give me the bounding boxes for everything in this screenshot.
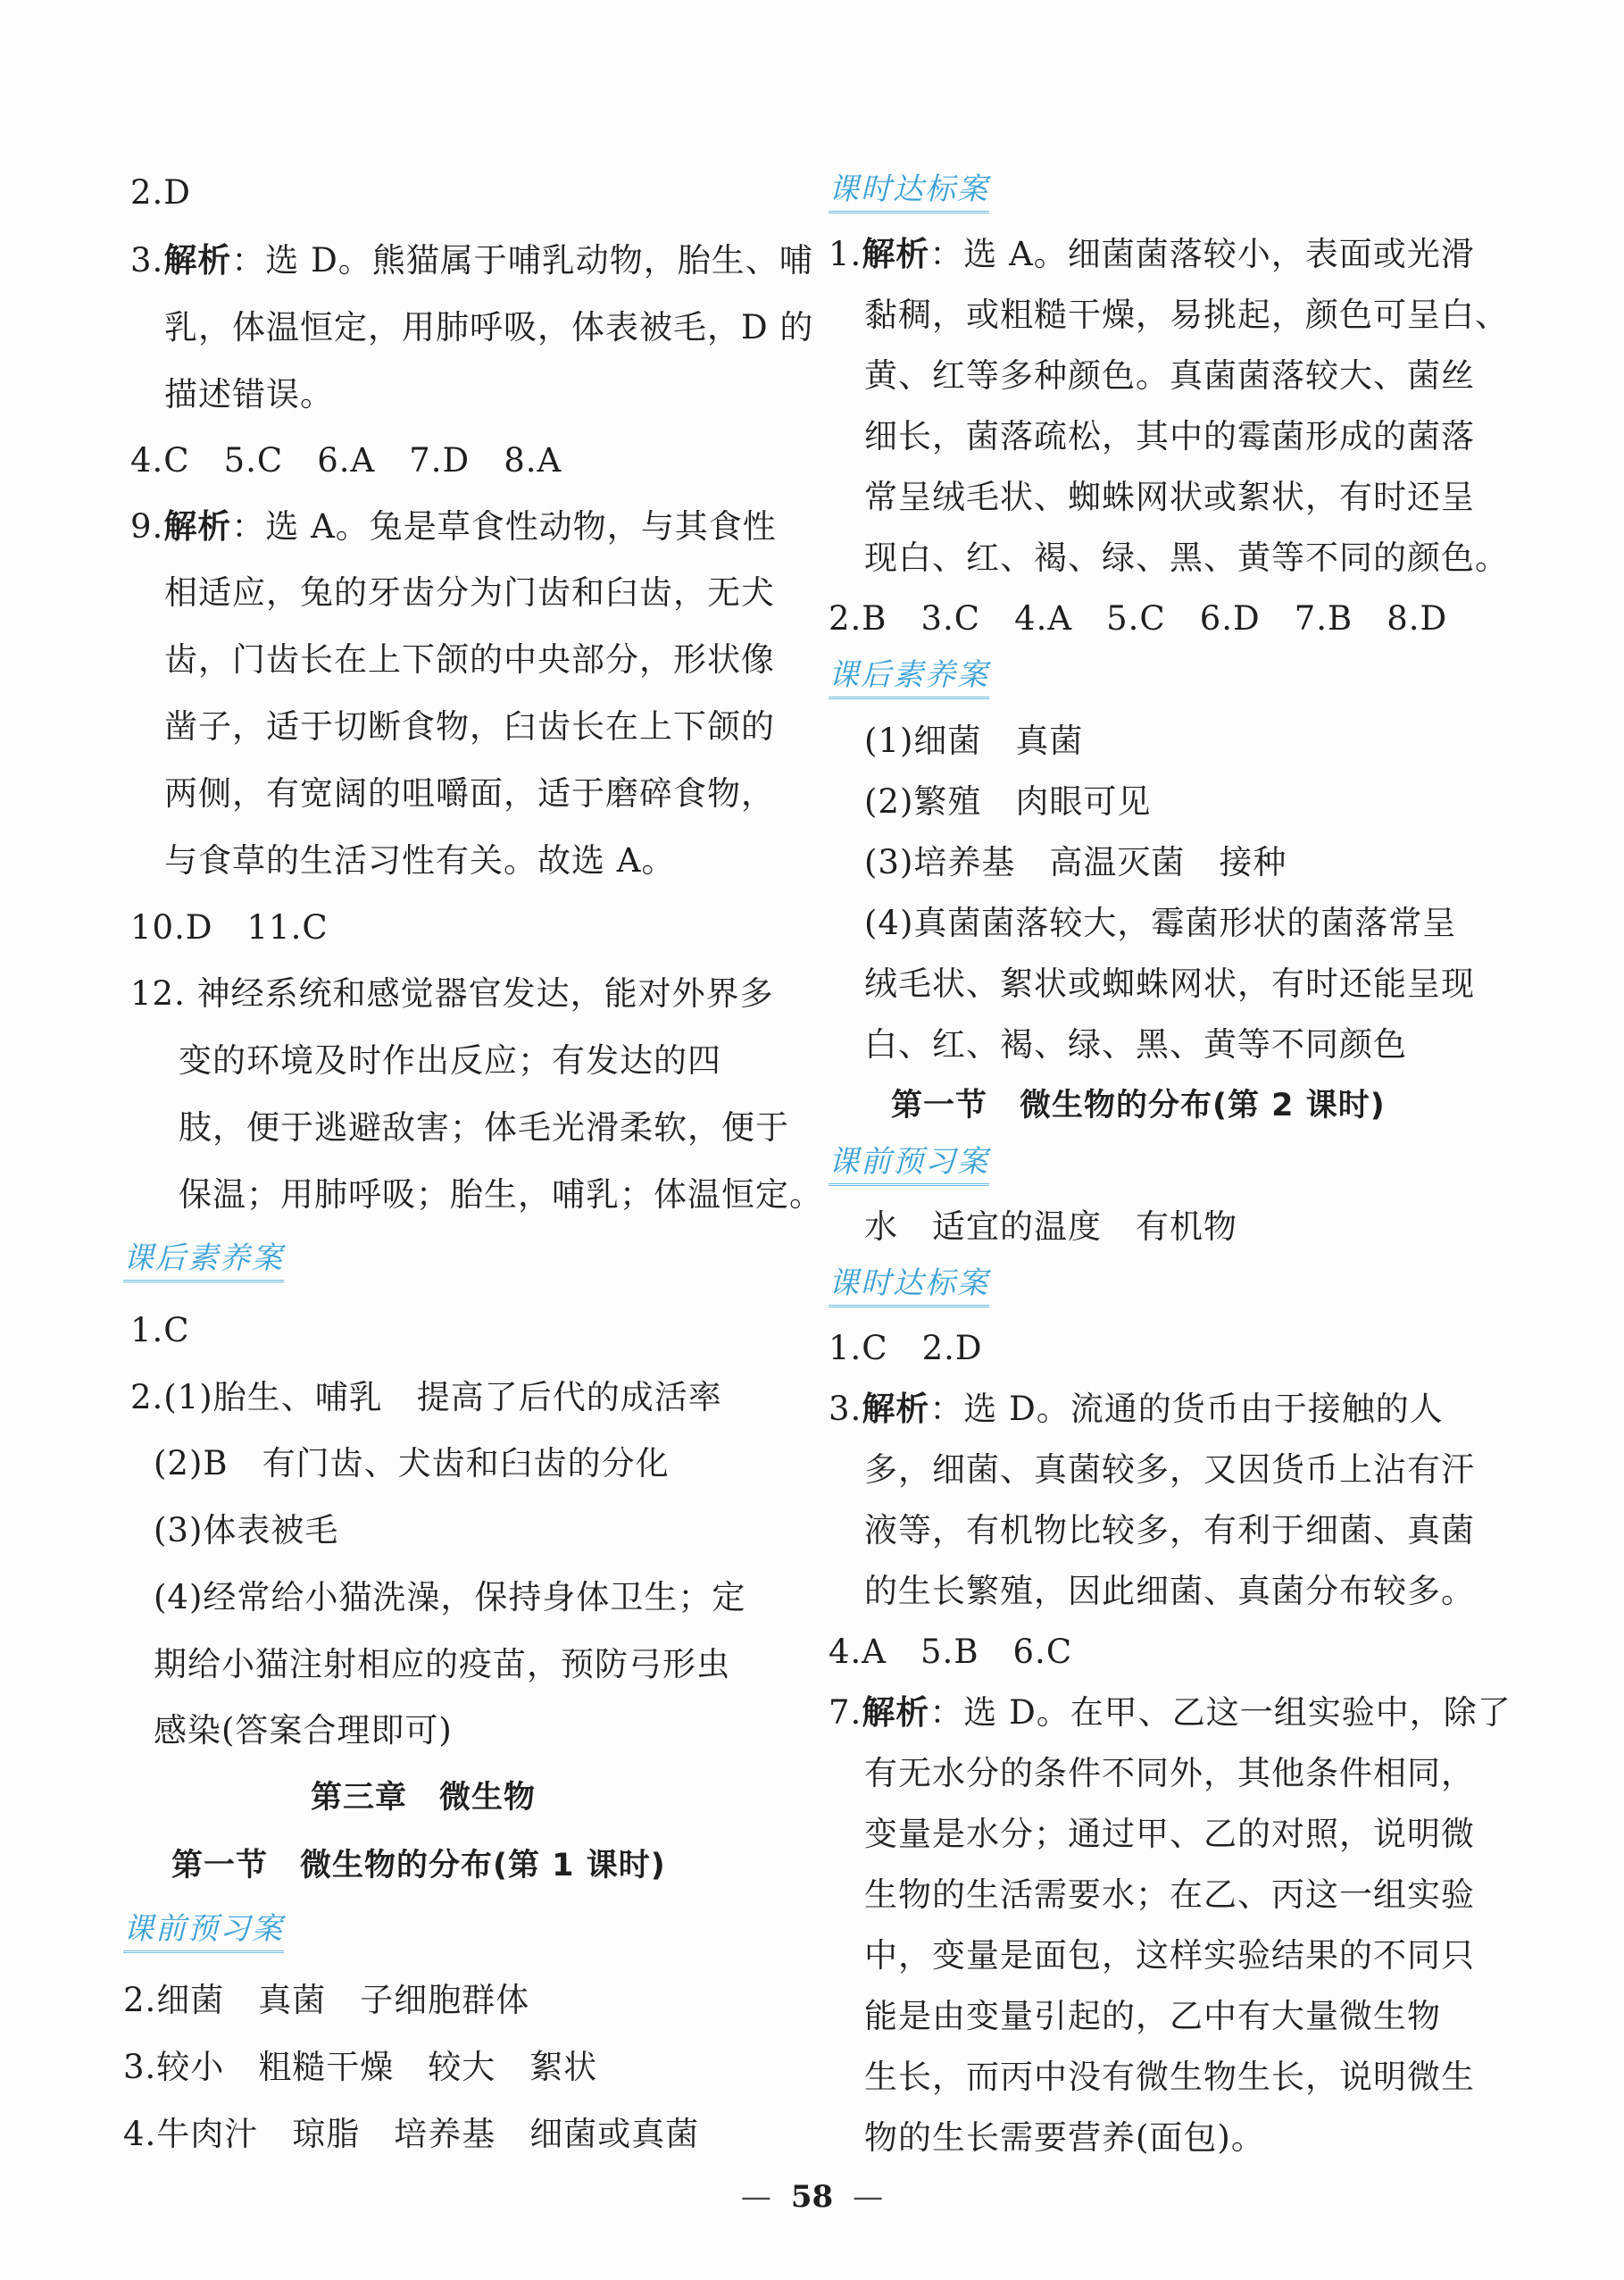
text-line: 4.C 5.C 6.A 7.D 8.A xyxy=(130,441,562,480)
text-line: 2.D xyxy=(130,173,191,212)
text-line: 的生长繁殖，因此细菌、真菌分布较多。 xyxy=(864,1572,1475,1610)
text-line: 3.解析：选 D。流通的货币由于接触的人 xyxy=(829,1390,1444,1428)
section-label: 课前预习案 xyxy=(123,1909,284,1953)
section-label: 课前预习案 xyxy=(829,1142,989,1186)
text-line: 期给小猫注射相应的疫苗，预防弓形虫 xyxy=(154,1645,730,1683)
text-line: (2)B 有门齿、犬齿和臼齿的分化 xyxy=(154,1444,670,1482)
text-line: 常呈绒毛状、蜘蛛网状或絮状，有时还呈 xyxy=(864,478,1475,516)
text-line: 12. 神经系统和感觉器官发达，能对外界多 xyxy=(130,974,774,1013)
text-line: (4)经常给小猫洗澡，保持身体卫生；定 xyxy=(154,1578,746,1616)
text-line: 3.较小 粗糙干燥 较大 絮状 xyxy=(123,2048,598,2086)
text-line: 两侧，有宽阔的咀嚼面，适于磨碎食物， xyxy=(164,774,775,813)
text-line: 黏稠，或粗糙干燥，易挑起，颜色可呈白、 xyxy=(864,296,1509,334)
text-line: 凿子，适于切断食物，臼齿长在上下颌的 xyxy=(164,707,775,746)
text-line: (1)细菌 真菌 xyxy=(864,722,1084,760)
text-line: 液等，有机物比较多，有利于细菌、真菌 xyxy=(864,1511,1475,1549)
dash-left: — xyxy=(740,2179,771,2215)
page-number-value: 58 xyxy=(790,2179,834,2215)
section-label: 课时达标案 xyxy=(829,1264,989,1307)
chapter-heading: 第三章 微生物 xyxy=(311,1780,537,1816)
text-line: 物的生长需要营养(面包)。 xyxy=(864,2118,1265,2157)
text-line: 生物的生活需要水；在乙、丙这一组实验 xyxy=(864,1875,1475,1914)
text-line: (4)真菌菌落较大，霉菌形状的菌落常呈 xyxy=(864,904,1457,942)
text-line: 7.解析：选 D。在甲、乙这一组实验中，除了 xyxy=(829,1693,1512,1732)
section-label: 课后素养案 xyxy=(123,1239,284,1282)
text-line: 中，变量是面包，这样实验结果的不同只 xyxy=(864,1936,1475,1975)
section-label: 课后素养案 xyxy=(829,656,989,699)
text-line: 相适应，兔的牙齿分为门齿和臼齿，无犬 xyxy=(164,573,775,612)
text-line: (3)体表被毛 xyxy=(154,1511,339,1549)
text-line: 4.牛肉汁 琼脂 培养基 细菌或真菌 xyxy=(123,2115,700,2153)
section-heading: 第一节 微生物的分布(第 2 课时) xyxy=(891,1088,1386,1123)
text-line: 1.C 2.D xyxy=(829,1329,983,1367)
text-line: 10.D 11.C xyxy=(130,908,329,947)
text-line: 9.解析：选 A。兔是草食性动物，与其食性 xyxy=(130,507,777,546)
text-line: 2.B 3.C 4.A 5.C 6.D 7.B 8.D xyxy=(829,599,1448,638)
text-line: 有无水分的条件不同外，其他条件相同， xyxy=(864,1754,1475,1792)
text-line: 4.A 5.B 6.C xyxy=(829,1633,1073,1671)
text-line: 水 适宜的温度 有机物 xyxy=(864,1207,1237,1246)
text-line: 黄、红等多种颜色。真菌菌落较大、菌丝 xyxy=(864,356,1475,395)
text-line: 细长，菌落疏松，其中的霉菌形成的菌落 xyxy=(864,417,1475,455)
text-line: 生长，而丙中没有微生物生长，说明微生 xyxy=(864,2058,1475,2096)
text-line: 3.解析：选 D。熊猫属于哺乳动物，胎生、哺 xyxy=(130,241,813,280)
text-line: (3)培养基 高温灭菌 接种 xyxy=(864,843,1287,881)
section-heading: 第一节 微生物的分布(第 1 课时) xyxy=(171,1848,666,1883)
text-line: 变量是水分；通过甲、乙的对照，说明微 xyxy=(864,1815,1475,1853)
text-line: 1.C xyxy=(130,1311,190,1349)
text-line: 描述错误。 xyxy=(164,375,334,413)
text-line: 乳，体温恒定，用肺呼吸，体表被毛，D 的 xyxy=(164,308,814,347)
text-line: 1.解析：选 A。细菌菌落较小，表面或光滑 xyxy=(829,235,1475,273)
dash-right: — xyxy=(853,2179,884,2215)
text-line: 肢，便于逃避敌害；体毛光滑柔软，便于 xyxy=(179,1108,789,1147)
text-line: 白、红、褐、绿、黑、黄等不同颜色 xyxy=(864,1025,1407,1064)
text-line: 绒毛状、絮状或蜘蛛网状，有时还能呈现 xyxy=(864,965,1475,1003)
text-line: 与食草的生活习性有关。故选 A。 xyxy=(164,841,676,880)
text-line: 感染(答案合理即可) xyxy=(154,1711,453,1750)
text-line: 变的环境及时作出反应；有发达的四 xyxy=(179,1041,721,1080)
text-line: 多，细菌、真菌较多，又因货币上沾有汗 xyxy=(864,1450,1475,1489)
text-line: 2.细菌 真菌 子细胞群体 xyxy=(123,1981,530,2019)
text-line: (2)繁殖 肉眼可见 xyxy=(864,782,1152,821)
text-line: 保温；用肺呼吸；胎生，哺乳；体温恒定。 xyxy=(179,1175,823,1214)
text-line: 能是由变量引起的，乙中有大量微生物 xyxy=(864,1997,1441,2035)
text-line: 2.(1)胎生、哺乳 提高了后代的成活率 xyxy=(130,1378,722,1416)
text-line: 现白、红、褐、绿、黑、黄等不同的颜色。 xyxy=(864,539,1509,577)
section-label: 课时达标案 xyxy=(829,170,989,213)
page-number xyxy=(0,2179,1624,2215)
text-line: 齿，门齿长在上下颌的中央部分，形状像 xyxy=(164,640,775,679)
